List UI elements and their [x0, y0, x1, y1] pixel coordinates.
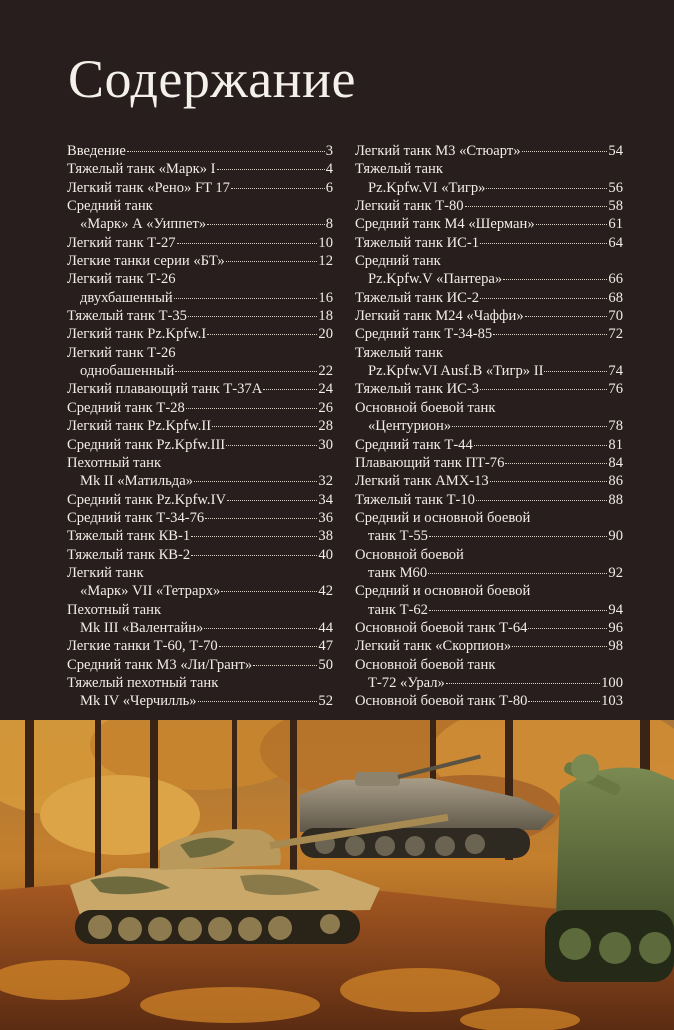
toc-page-number: 58 — [608, 198, 623, 215]
toc-entry — [67, 234, 333, 252]
toc-page-number: 78 — [608, 418, 623, 435]
toc-dot-leader — [480, 389, 607, 390]
toc-entry — [355, 142, 623, 160]
toc-entry-title: Пехотный танк — [67, 601, 162, 618]
toc-entry-title: Средний танк Т-34-76 — [67, 509, 205, 526]
toc-entry-title: танк М60 — [368, 564, 428, 581]
toc-entry — [67, 307, 333, 325]
toc-entry — [355, 160, 623, 178]
toc-entry-title: Легкий танк — [67, 564, 144, 581]
toc-entry — [67, 270, 333, 288]
toc-entry — [67, 656, 333, 674]
toc-page-number: 30 — [318, 436, 333, 453]
toc-dot-leader — [226, 261, 318, 262]
toc-entry — [67, 637, 333, 655]
toc-entry-title: Средний танк Pz.Kpfw.III — [67, 436, 226, 453]
toc-page-number: 81 — [608, 436, 623, 453]
toc-entry — [355, 289, 623, 307]
toc-dot-leader — [191, 555, 317, 556]
toc-entry-title: Тяжелый танк Т-10 — [355, 491, 475, 508]
toc-dot-leader — [503, 279, 607, 280]
toc-entry — [355, 399, 623, 417]
toc-dot-leader — [127, 151, 325, 152]
toc-page-number: 98 — [608, 638, 623, 655]
toc-page-number: 70 — [608, 308, 623, 325]
toc-dot-leader — [476, 500, 607, 501]
toc-dot-leader — [544, 371, 607, 372]
toc-entry — [355, 656, 623, 674]
toc-dot-leader — [536, 224, 608, 225]
toc-entry-title: Pz.Kpfw.VI «Тигр» — [368, 179, 486, 196]
toc-entry-title: Тяжелый танк ИС-2 — [355, 289, 479, 306]
toc-page-number: 38 — [318, 528, 333, 545]
toc-entry-title: Легкий танк «Рено» FT 17 — [67, 179, 230, 196]
toc-entry-title: Средний танк М4 «Шерман» — [355, 216, 535, 233]
toc-entry-title: Легкие танки серии «БТ» — [67, 253, 225, 270]
toc-entry-title: Тяжелый танк ИС-1 — [355, 234, 479, 251]
toc-dot-leader — [522, 151, 608, 152]
toc-entry — [67, 179, 333, 197]
toc-page-number: 61 — [608, 216, 623, 233]
toc-entry-title: Средний танк М3 «Ли/Грант» — [67, 656, 253, 673]
toc-dot-leader — [219, 646, 318, 647]
toc-entry — [67, 362, 333, 380]
toc-dot-leader — [212, 426, 317, 427]
toc-entry-title: Средний танк Т-44 — [355, 436, 473, 453]
toc-entry — [355, 380, 623, 398]
toc-column-left — [67, 142, 333, 711]
toc-page-number: 100 — [601, 674, 623, 691]
toc-entry — [355, 692, 623, 710]
toc-dot-leader — [207, 334, 317, 335]
toc-entry-title: Легкий танк Pz.Kpfw.II — [67, 418, 212, 435]
toc-entry — [355, 417, 623, 435]
toc-entry-title: Pz.Kpfw.V «Пантера» — [368, 271, 503, 288]
toc-page-number: 22 — [318, 363, 333, 380]
toc-entry — [355, 601, 623, 619]
toc-dot-leader — [490, 481, 608, 482]
toc-page-number: 26 — [318, 399, 333, 416]
toc-entry — [67, 509, 333, 527]
toc-entry-title: Плавающий танк ПТ-76 — [355, 454, 505, 471]
toc-dot-leader — [231, 188, 325, 189]
toc-dot-leader — [486, 188, 607, 189]
toc-entry — [355, 307, 623, 325]
toc-entry-title: Средний и основной боевой — [355, 583, 531, 600]
toc-entry-title: «Центурион» — [368, 418, 452, 435]
toc-page-number: 32 — [318, 473, 333, 490]
toc-entry — [355, 344, 623, 362]
toc-entry — [67, 399, 333, 417]
toc-entry-title: Тяжелый танк КВ-1 — [67, 528, 191, 545]
toc-page-number: 34 — [318, 491, 333, 508]
toc-entry — [67, 344, 333, 362]
toc-page-number: 88 — [608, 491, 623, 508]
toc-entry-title: Т-72 «Урал» — [368, 674, 445, 691]
toc-entry — [67, 491, 333, 509]
toc-dot-leader — [194, 481, 317, 482]
toc-page-number: 74 — [608, 363, 623, 380]
toc-dot-leader — [177, 243, 318, 244]
toc-entry-title: Средний танк Т-28 — [67, 399, 185, 416]
toc-dot-leader — [480, 298, 607, 299]
toc-entry-title: Тяжелый пехотный танк — [67, 674, 219, 691]
toc-entry — [67, 674, 333, 692]
toc-entry — [355, 179, 623, 197]
toc-entry-title: Тяжелый танк КВ-2 — [67, 546, 191, 563]
toc-entry-title: Тяжелый танк — [355, 161, 443, 178]
toc-page-number: 40 — [318, 546, 333, 563]
toc-entry — [355, 234, 623, 252]
toc-entry — [67, 601, 333, 619]
page-title: Содержание — [68, 49, 356, 109]
toc-entry-title: двухбашенный — [80, 289, 173, 306]
toc-entry-title: Легкий танк AMX-13 — [355, 473, 489, 490]
toc-page-number: 52 — [318, 693, 333, 710]
toc-page-number: 4 — [325, 161, 333, 178]
toc-entry — [355, 252, 623, 270]
toc-page-number: 12 — [318, 253, 333, 270]
toc-entry-title: Средний и основной боевой — [355, 509, 531, 526]
toc-entry — [67, 546, 333, 564]
toc-dot-leader — [226, 445, 317, 446]
toc-dot-leader — [528, 701, 600, 702]
toc-entry — [67, 527, 333, 545]
toc-entry — [67, 142, 333, 160]
toc-dot-leader — [204, 628, 317, 629]
toc-dot-leader — [512, 646, 607, 647]
toc-entry-title: Легкий танк Т-80 — [355, 198, 464, 215]
toc-page-number: 50 — [318, 656, 333, 673]
toc-dot-leader — [253, 665, 317, 666]
toc-dot-leader — [221, 591, 317, 592]
toc-dot-leader — [528, 628, 607, 629]
toc-entry-title: Легкий танк Pz.Kpfw.I — [67, 326, 207, 343]
toc-page-number: 10 — [318, 234, 333, 251]
toc-page-number: 6 — [325, 179, 333, 196]
toc-entry-title: Тяжелый танк «Марк» I — [67, 161, 216, 178]
toc-page-number: 8 — [325, 216, 333, 233]
toc-page-number: 103 — [601, 693, 623, 710]
toc-entry-title: Легкие танки Т-60, Т-70 — [67, 638, 218, 655]
toc-entry — [67, 380, 333, 398]
toc-entry — [67, 454, 333, 472]
toc-entry-title: Mk IV «Черчилль» — [80, 693, 197, 710]
tank-photo-icon — [0, 720, 674, 1030]
toc-entry — [355, 546, 623, 564]
toc-entry — [355, 215, 623, 233]
toc-page-number: 76 — [608, 381, 623, 398]
toc-dot-leader — [207, 224, 325, 225]
toc-page-number: 92 — [608, 564, 623, 581]
toc-dot-leader — [428, 573, 607, 574]
toc-page-number: 96 — [608, 619, 623, 636]
toc-dot-leader — [493, 334, 607, 335]
toc-entry-title: Mk II «Матильда» — [80, 473, 193, 490]
toc-entry-title: однобашенный — [80, 363, 175, 380]
toc-entry-title: Легкий танк М24 «Чаффи» — [355, 308, 524, 325]
toc-entry-title: Тяжелый танк — [355, 344, 443, 361]
toc-page-number: 86 — [608, 473, 623, 490]
toc-entry — [67, 252, 333, 270]
toc-dot-leader — [263, 389, 317, 390]
toc-entry — [67, 160, 333, 178]
toc-dot-leader — [175, 371, 317, 372]
toc-page-number: 66 — [608, 271, 623, 288]
toc-entry-title: танк Т-62 — [368, 601, 428, 618]
toc-entry — [355, 197, 623, 215]
toc-entry-title: Тяжелый танк ИС-3 — [355, 381, 479, 398]
toc-dot-leader — [505, 463, 607, 464]
toc-entry — [355, 509, 623, 527]
toc-entry — [355, 674, 623, 692]
toc-dot-leader — [474, 445, 608, 446]
tank-photo-illustration — [0, 720, 674, 1030]
toc-entry-title: Основной боевой танк — [355, 656, 496, 673]
toc-entry — [355, 436, 623, 454]
toc-entry-title: Легкий танк М3 «Стюарт» — [355, 143, 521, 159]
toc-entry-title: Средний танк — [355, 253, 441, 270]
toc-entry-title: Легкий танк «Скорпион» — [355, 638, 512, 655]
toc-entry — [355, 491, 623, 509]
toc-dot-leader — [188, 316, 317, 317]
toc-page-number: 54 — [608, 143, 623, 159]
toc-entry-title: Легкий танк Т-26 — [67, 271, 176, 288]
toc-entry-title: Mk III «Валентайн» — [80, 619, 204, 636]
toc-page-number: 16 — [318, 289, 333, 306]
toc-dot-leader — [174, 298, 318, 299]
toc-entry — [67, 417, 333, 435]
toc-entry — [355, 564, 623, 582]
toc-page-number: 44 — [318, 619, 333, 636]
toc-entry-title: Основной боевой танк Т-80 — [355, 693, 528, 710]
toc-page-number: 18 — [318, 308, 333, 325]
toc-entry — [355, 454, 623, 472]
toc-dot-leader — [429, 536, 607, 537]
toc-entry-title: Пехотный танк — [67, 454, 162, 471]
toc-dot-leader — [465, 206, 608, 207]
toc-entry — [355, 582, 623, 600]
toc-page-number: 20 — [318, 326, 333, 343]
toc-page-number: 28 — [318, 418, 333, 435]
toc-page-number: 3 — [325, 143, 333, 159]
toc-entry — [355, 619, 623, 637]
toc-entry-title: Введение — [67, 143, 126, 159]
toc-page-number: 24 — [318, 381, 333, 398]
toc-page-number: 90 — [608, 528, 623, 545]
toc-page-number: 64 — [608, 234, 623, 251]
toc-entry — [67, 215, 333, 233]
toc-page-number: 84 — [608, 454, 623, 471]
toc-entry-title: Тяжелый танк Т-35 — [67, 308, 187, 325]
toc-entry-title: Основной боевой танк Т-64 — [355, 619, 528, 636]
toc-entry-title: Основной боевой — [355, 546, 464, 563]
toc-entry-title: танк Т-55 — [368, 528, 428, 545]
toc-page-number: 68 — [608, 289, 623, 306]
toc-dot-leader — [191, 536, 317, 537]
toc-dot-leader — [525, 316, 608, 317]
toc-entry-title: Средний танк Pz.Kpfw.IV — [67, 491, 226, 508]
toc-entry — [67, 472, 333, 490]
toc-page-number: 42 — [318, 583, 333, 600]
toc-entry-title: Средний танк Т-34-85 — [355, 326, 493, 343]
toc-dot-leader — [446, 683, 600, 684]
toc-dot-leader — [205, 518, 317, 519]
toc-entry — [67, 436, 333, 454]
toc-entry-title: Средний танк — [67, 198, 153, 215]
toc-entry — [355, 325, 623, 343]
toc-dot-leader — [217, 169, 325, 170]
toc-dot-leader — [198, 701, 318, 702]
toc-entry — [355, 527, 623, 545]
toc-entry — [67, 619, 333, 637]
toc-entry — [67, 692, 333, 710]
toc-entry-title: Легкий танк Т-27 — [67, 234, 176, 251]
toc-column-right — [355, 142, 623, 711]
toc-page-number: 36 — [318, 509, 333, 526]
toc-entry — [355, 472, 623, 490]
toc-entry — [355, 637, 623, 655]
toc-entry — [67, 289, 333, 307]
toc-entry — [67, 564, 333, 582]
toc-entry-title: «Марк» VII «Тетрарх» — [80, 583, 221, 600]
toc-page-number: 94 — [608, 601, 623, 618]
toc-entry-title: Pz.Kpfw.VI Ausf.B «Тигр» II — [368, 363, 544, 380]
toc-entry — [355, 362, 623, 380]
toc-page-number: 72 — [608, 326, 623, 343]
toc-dot-leader — [186, 408, 318, 409]
toc-dot-leader — [429, 610, 607, 611]
toc-dot-leader — [227, 500, 317, 501]
toc-entry — [67, 582, 333, 600]
toc-page-number: 56 — [608, 179, 623, 196]
toc-page-number: 47 — [318, 638, 333, 655]
toc-entry — [67, 197, 333, 215]
toc-entry-title: «Марк» А «Уиппет» — [80, 216, 207, 233]
toc-entry-title: Легкий плавающий танк Т-37А — [67, 381, 263, 398]
toc-entry — [67, 325, 333, 343]
toc-dot-leader — [452, 426, 607, 427]
toc-entry-title: Легкий танк Т-26 — [67, 344, 176, 361]
toc-entry-title: Основной боевой танк — [355, 399, 496, 416]
toc-dot-leader — [480, 243, 607, 244]
toc-entry — [355, 270, 623, 288]
